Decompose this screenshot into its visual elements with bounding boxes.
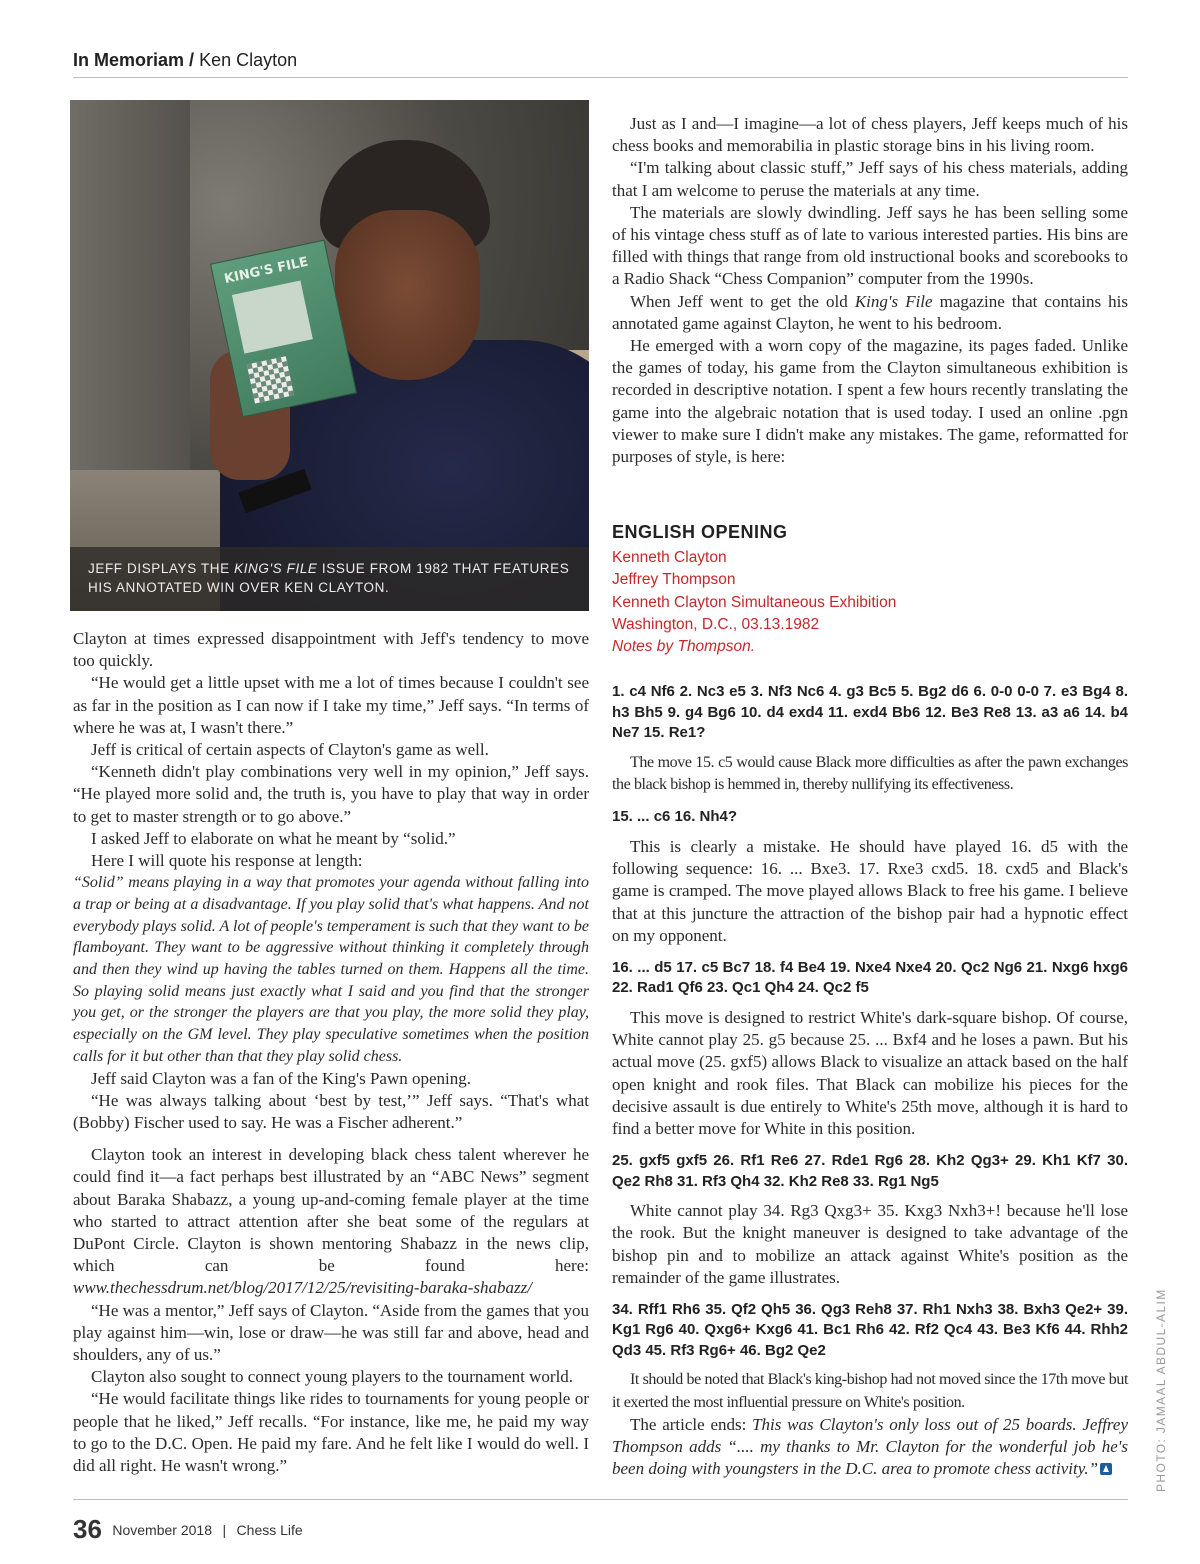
paragraph-text: The article ends:: [630, 1414, 753, 1434]
paragraph: Jeff is critical of certain aspects of Clayton's game as well.: [91, 740, 489, 760]
magazine-name: Chess Life: [236, 1521, 303, 1538]
paragraph: “Kenneth didn't play combinations very well in my opinion,” Jeff says. “He played more solid and, the truth is, you have to play that way in order to get to master strength or to go above.”: [73, 762, 589, 826]
paragraph-text: Clayton took an interest in developing black chess talent wherever he could find it—a fact perhaps best illustrated by an “ABC News” segment about Baraka Shabazz, a young up-and-coming female player at the time who started to attract attention after she beat some of the regulars at DuPont Circle. Clayton is shown mentoring Shabazz in the news clip, which can be found here:: [73, 1145, 589, 1276]
issue-date: November 2018: [112, 1521, 212, 1538]
paragraph: “I'm talking about classic stuff,” Jeff says of his chess materials, adding that I am welcome to peruse the materials at any time.: [612, 158, 1128, 200]
paragraph: “He would facilitate things like rides to tournaments for young people or people that he liked,” Jeff recalls. “For instance, like me, he paid my way to go to the D.C. Open. He paid my fare. And he felt like I would do well. I did all right. He wasn't wrong.”: [73, 1389, 589, 1476]
paragraph: Jeff said Clayton was a fan of the King's Pawn opening.: [91, 1068, 471, 1088]
footer-separator: |: [222, 1521, 227, 1538]
paragraph: “He would get a little upset with me a lot of times because I couldn't see as far in the position as I can now if I take my time,” Jeff says. “In terms of where he was at, I wasn't there.”: [73, 673, 589, 737]
game-moves: 16. ... d5 17. c5 Bc7 18. f4 Be4 19. Nxe4 Nxe4 20. Qc2 Ng6 21. Nxg6 hxg6 22. Rad1 Qf6 23. Qc1 Qh4 24. Qc2 f5: [612, 958, 1128, 997]
paragraph: Clayton at times expressed disappointment with Jeff's tendency to move too quickly.: [73, 629, 589, 671]
annotation: This is clearly a mistake. He should have played 16. d5 with the following sequence: 16. ... Bxe3. 17. Rxe3 cxd5. 18. cxd5 and Black's game is cramped. The move played allows Black to free his game. I believe that at this juncture the attraction of the bishop pair had a hypnotic effect on my opponent.: [612, 836, 1128, 945]
page-header: [73, 50, 1128, 71]
paragraph: “He was always talking about ‘best by test,’” Jeff says. “That's what (Bobby) Fischer used to say. He was a Fischer adherent.”: [73, 1090, 589, 1132]
photo-caption: [70, 547, 589, 611]
opening-title: ENGLISH OPENING: [612, 522, 788, 542]
footer-rule: [73, 1499, 1128, 1500]
magazine-cover-image: [232, 280, 313, 353]
article-link[interactable]: www.thechessdrum.net/blog/2017/12/25/revisiting-baraka-shabazz/: [73, 1278, 532, 1298]
annotation: The move 15. c5 would cause Black more difficulties as after the pawn exchanges the black bishop is hemmed in, thereby nullifying its effectiveness.: [612, 753, 1128, 794]
paragraph: Clayton also sought to connect young players to the tournament world.: [91, 1367, 574, 1387]
annotation: It should be noted that Black's king-bishop had not moved since the 17th move but it exerted the most influential pressure on White's position.: [612, 1371, 1128, 1411]
annotation: White cannot play 34. Rg3 Qxg3+ 35. Kxg3 Nxh3+! because he'll lose the rook. But the knight maneuver is designed to take advantage of the bishop pin and to mobilize an attack against White's position as the remainder of the game illustrates.: [612, 1201, 1128, 1287]
game-event: Kenneth Clayton Simultaneous Exhibition: [612, 593, 897, 611]
paragraph: [612, 291, 1128, 335]
game-place-date: Washington, D.C., 03.13.1982: [612, 615, 820, 633]
page-footer: [73, 1514, 303, 1544]
paragraph: I asked Jeff to elaborate on what he meant by “solid.”: [91, 828, 456, 848]
paragraph: “He was a mentor,” Jeff says of Clayton. “Aside from the games that you play against him—win, lose or draw—he was still far and above, head and shoulders, any of us.”: [73, 1300, 590, 1364]
game-moves: 34. Rff1 Rh6 35. Qf2 Qh5 36. Qg3 Reh8 37. Rh1 Nxh3 38. Bxh3 Qe2+ 39. Kg1 Rg6 40. Qxg6+ Kxg6 41. Bc1 Rh6 42. Rf2 Qc4 43. Be3 Kf6 44. Rhh2 Qd3 45. Rf3 Rg6+ 46. Bg2 Qe2: [612, 1300, 1128, 1359]
paragraph-text: When Jeff went to get the old: [630, 291, 855, 311]
section-label: In Memoriam: [73, 50, 185, 70]
header-author: Ken Clayton: [199, 50, 298, 70]
paragraph: He emerged with a worn copy of the magazine, its pages faded. Unlike the games of today, his game from the Clayton simultaneous exhibition is recorded in descriptive notation. I spent a few hours recently translating the game into the algebraic notation that is used today. I used an online .pgn viewer to make sure I didn't make any mistakes. The game, reformatted for purposes of style, is here:: [612, 336, 1128, 467]
paragraph-text: magazine that contains his annotated game against Clayton, he went to his bedroom.: [612, 291, 1128, 333]
right-column-top: [612, 113, 1128, 468]
header-rule: [73, 77, 1128, 78]
chess-life-end-mark-icon: [1100, 1463, 1112, 1475]
block-quote: “Solid” means playing in a way that promotes your agenda without falling into a trap or being at a disadvantage. If you play solid that's what happens. And not everybody plays solid. A lot of people's temperament is such that they want to be flamboyant. They want to be aggressive without thinking it completely through and then they wind up having the tables turned on them. Happens all the time. So playing solid means just exactly what I said and you find that the stronger you get, or the stronger the players are that you play, the more solid they play, especially on the GM level. They play speculative sometimes when the position calls for it but other than that they play solid chess.: [73, 874, 589, 1065]
game-notes-credit: Notes by Thompson.: [612, 638, 756, 656]
photo-credit: PHOTO: JAMAAL ABDUL-ALIM: [1154, 1288, 1168, 1492]
paragraph: [73, 1144, 589, 1299]
photo-person-face: [335, 210, 480, 380]
paragraph: Here I will quote his response at length:: [91, 851, 363, 871]
caption-part: ISSUE FROM 1982 THAT FEATURES HIS ANNOTATED WIN OVER KEN CLAYTON.: [88, 561, 570, 595]
paragraph: The materials are slowly dwindling. Jeff says he has been selling some of his vintage chess stuff as of late to various interested parties. His bins are filled with things that range from old instructional books and scorebooks to a Radio Shack “Chess Companion” computer from the 1990s.: [612, 202, 1128, 289]
caption-italic: KING'S FILE: [234, 561, 318, 576]
caption-part: JEFF DISPLAYS THE: [88, 561, 235, 576]
article-end: [612, 1414, 1128, 1481]
game-moves: 25. gxf5 gxf5 26. Rf1 Re6 27. Rde1 Rg6 28. Kh2 Qg3+ 29. Kh1 Kf7 30. Qe2 Rh8 31. Rf3 Qh4 32. Kh2 Re8 33. Rg1 Ng5: [612, 1152, 1128, 1190]
magazine-title: KING'S FILE: [223, 254, 310, 288]
photo-caption-text: [88, 559, 578, 597]
game-moves: 1. c4 Nf6 2. Nc3 e5 3. Nf3 Nc6 4. g3 Bc5 5. Bg2 d6 6. 0-0 0-0 7. e3 Bg4 8. h3 Bh5 9. g4 Bg6 10. d4 exd4 11. exd4 Bb6 12. Be3 Re8 13. a3 a6 14. b4 Ne7 15. Re1?: [612, 683, 1128, 742]
header-slash: /: [189, 50, 195, 70]
magazine-chessboard-icon: [247, 356, 294, 403]
page-number: 36: [73, 1514, 102, 1544]
game-moves: 15. ... c6 16. Nh4?: [612, 808, 738, 826]
paragraph: Just as I and—I imagine—a lot of chess players, Jeff keeps much of his chess books and memorabilia in plastic storage bins in his living room.: [612, 114, 1128, 156]
magazine-name: King's File: [854, 291, 933, 311]
game-white-player: Kenneth Clayton: [612, 549, 727, 566]
game-section: [612, 522, 1128, 1480]
game-black-player: Jeffrey Thompson: [612, 571, 736, 589]
annotation: This move is designed to restrict White's dark-square bishop. Of course, White cannot play 25. g5 because 25. ... Bxf4 and he loses a pawn. But his actual move (25. gxf5) allows Black to visualize an attack based on the half open knight and rook files. That Black can mobilize his pieces for the decisive assault is due entirely to White's 25th move, although it is hard to find a better move for White in this position.: [612, 1007, 1128, 1138]
closing-quote: This was Clayton's only loss out of 25 boards. Jeffrey Thompson adds “.... my thanks to Mr. Clayton for the wonderful job he's been doing with youngsters in the D.C. area to promote chess activity.”: [612, 1414, 1128, 1479]
photo-wall: [70, 100, 190, 520]
left-column: [73, 628, 589, 1477]
photo: [70, 100, 589, 611]
